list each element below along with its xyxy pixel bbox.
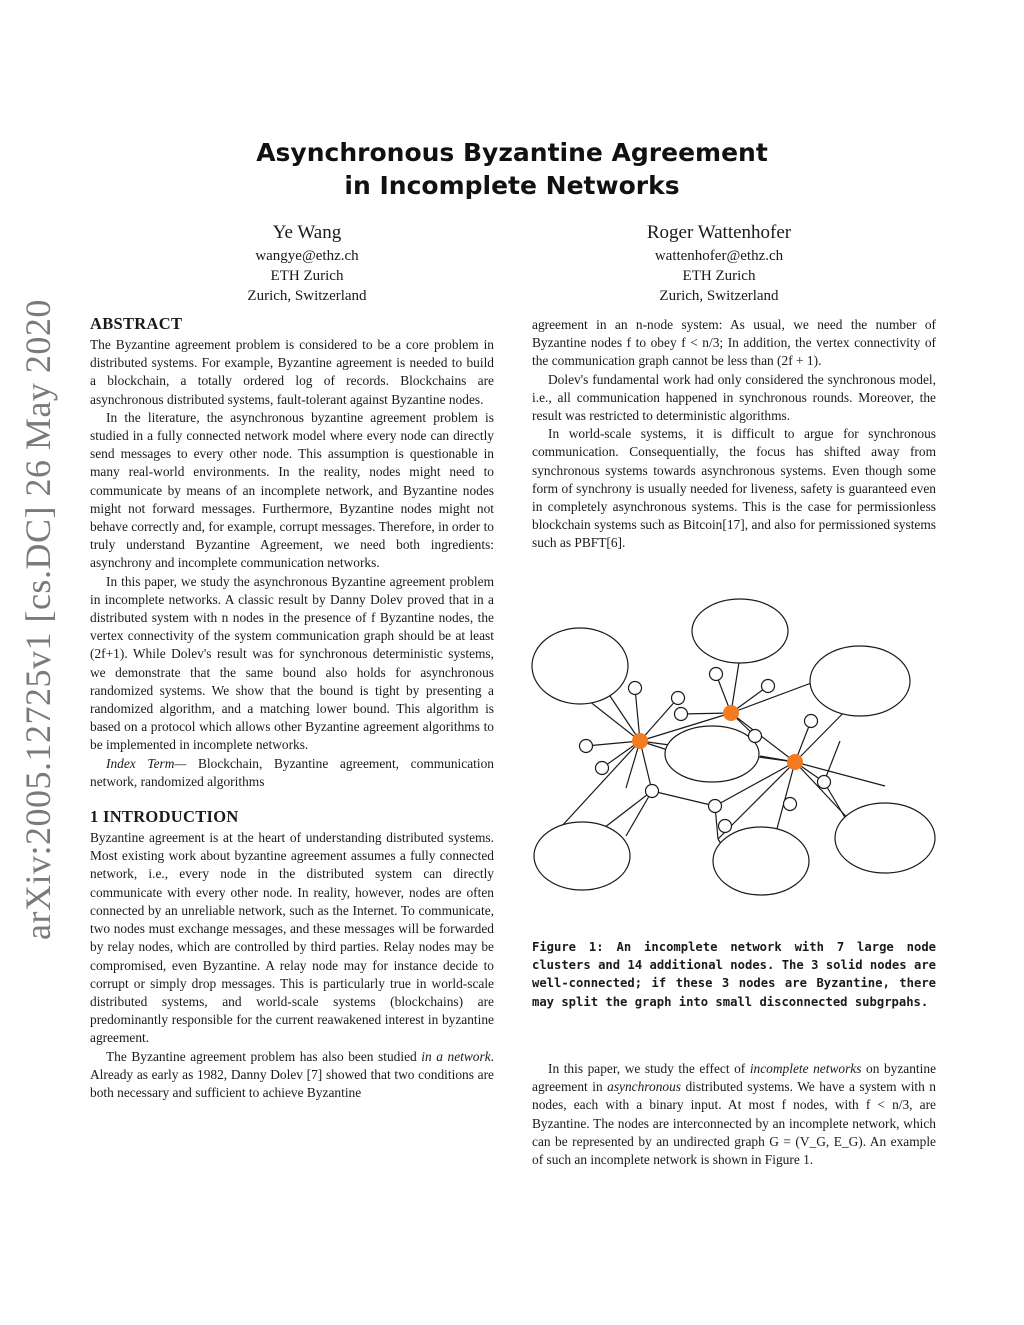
index-terms-text: Blockchain, Byzantine agreement, communication network, randomized algorithms: [90, 755, 494, 789]
index-terms: [90, 755, 494, 791]
edge: [610, 696, 640, 741]
additional-node: [710, 668, 723, 681]
additional-node: [749, 730, 762, 743]
p4-emphasis-1: incomplete networks: [749, 1061, 862, 1076]
edge: [795, 762, 885, 786]
abstract-paragraph-1: The Byzantine agreement problem is considered to be a core problem in distributed systems. For example, Byzantine agreement is needed to build a blockchain, a totally ordered log of records. Blockchains are asynchronous distributed systems, fault-tolerant against Byzantine nodes.: [90, 337, 494, 407]
left-column: [90, 312, 494, 1102]
edge: [586, 741, 640, 746]
cluster-node: [532, 628, 628, 704]
cluster-node: [810, 646, 910, 716]
cluster-node: [665, 726, 759, 782]
edge: [626, 791, 652, 836]
byzantine-node: [788, 755, 803, 770]
intro-paragraph-2: [90, 1048, 494, 1103]
author-email[interactable]: wangye@ethz.ch: [255, 248, 359, 264]
cluster-node: [835, 803, 935, 873]
author-location: Zurich, Switzerland: [247, 288, 367, 304]
additional-node: [672, 692, 685, 705]
cluster-node: [713, 827, 809, 895]
additional-node: [784, 798, 797, 811]
index-terms-label: Index Term—: [106, 755, 187, 771]
additional-node: [762, 680, 775, 693]
abstract-paragraph-2: In the literature, the asynchronous byzantine agreement problem is studied in a fully connected network model where every node can directly send messages to every other node. This assumption is questionable in many real-world environments. In the reality, nodes might need to communicate by means of an incomplete network, and Byzantine nodes might not forward messages. Furthermore, Byzantine nodes might not behave correctly and, for example, corrupt messages. Therefore, in order to truly understand Byzantine Agreement, we need both ingredients: asynchrony and incomplete communication networks.: [90, 409, 494, 571]
abstract-paragraph-3: In this paper, we study the asynchronous Byzantine agreement problem in incomplete networks. A classic result by Danny Dolev proved that in a distributed system with n nodes in the presence of f Byzantine nodes, the vertex connectivity of the system communication graph should be at least (2f+1). While Dolev's result was for synchronous deterministic systems, we demonstrate that the same bound also holds for asynchronous randomized systems. We show that the bound is tight by presenting a randomized algorithm, and a matching lower bound. This algorithm is based on a protocol which allows other Byzantine agreement algorithms to be implemented in incomplete networks.: [90, 573, 494, 753]
p4-emphasis-2: asynchronous: [607, 1079, 682, 1095]
intro-paragraph-1: Byzantine agreement is at the heart of understanding distributed systems. Most existing work about byzantine agreement assumes a fully connected network, i.e., every node in the distributed system can directly communicate with every other node. In reality, however, nodes are often connected by an unreliable network, such as the Internet. To communicate, two nodes must exchange messages, and these messages will be forwarded by relay nodes, which are controlled by third parties. Relay nodes may be compromised, even Byzantine. A relay node may for instance decide to corrupt or simply drop messages. This is particularly true in world-scale distributed systems, and world-scale systems (blockchains) are predominantly responsible for the current reawakened interest in byzantine agreement.: [90, 830, 494, 1046]
additional-node: [675, 708, 688, 721]
p4-text-3: distributed systems. We have a system with n nodes, each with a binary input. At most f nodes, with f < n/3, are Byzantine. The nodes are interconnected by an incomplete network, which can be represented by an undirected graph G = (V_G, E_G). An example of such an incomplete network is shown in Figure 1.: [532, 1079, 937, 1168]
edge: [731, 656, 740, 713]
edge: [652, 791, 715, 806]
arxiv-identifier: arXiv:2005.12725v1 [cs.DC] 26 May 2020: [18, 299, 58, 940]
p4-text-2: on byzantine agreement in: [532, 1061, 937, 1095]
right-column-top: [532, 316, 936, 553]
byzantine-node: [633, 734, 648, 749]
cluster-node: [692, 599, 788, 663]
right-column-bottom: [532, 1060, 936, 1169]
author-name: Roger Wattenhofer: [646, 222, 792, 243]
byzantine-node: [724, 706, 739, 721]
cluster-node: [534, 822, 630, 890]
right-paragraph-4: [532, 1060, 936, 1169]
right-paragraph-1: agreement in an n-node system: As usual, we need the number of Byzantine nodes f to obey f < n/3; In addition, the vertex connectivity of the communication graph cannot be less than (2f + 1).: [532, 317, 936, 369]
intro-p2-emphasis: in a network: [421, 1048, 491, 1064]
intro-p2-text-end: . Already as early as 1982, Danny Dolev [7] showed that two conditions are both necessary and sufficient to achieve Byzantine: [90, 1048, 494, 1100]
abstract-heading: ABSTRACT: [90, 314, 183, 333]
title-line-1: Asynchronous Byzantine Agreement: [256, 138, 768, 167]
right-paragraph-3: In world-scale systems, it is difficult to argue for synchronous communication. Consequentially, the focus has shifted away from synchronous systems towards asynchronous systems. Even though some form of synchrony is usually needed for liveness, safety is guaranteed even in completely asynchronous systems. This is the case for permissionless blockchain systems such as Bitcoin[17], and also for permissioned systems such as PBFT[6].: [532, 426, 936, 551]
p4-text: In this paper, we study the effect of: [548, 1061, 750, 1076]
author-block-2: [569, 220, 869, 306]
additional-node: [719, 820, 732, 833]
section-heading-introduction: 1 INTRODUCTION: [90, 807, 239, 827]
right-paragraph-2: Dolev's fundamental work had only considered the synchronous model, i.e., all communication happened in synchronous rounds. Moreover, the result was restricted to deterministic algorithms.: [532, 371, 936, 424]
author-location: Zurich, Switzerland: [659, 288, 779, 304]
edge: [560, 741, 640, 828]
edge: [600, 791, 652, 831]
figure-1-caption: Figure 1: An incomplete network with 7 large node clusters and 14 additional nodes. The 3 solid nodes are well-connected; if these 3 nodes are Byzantine, there may split the graph into small disconnected subgrpahs.: [532, 940, 936, 1009]
additional-node: [629, 682, 642, 695]
additional-node: [596, 762, 609, 775]
author-block-1: [157, 220, 457, 306]
figure-1-network-graph: [530, 596, 950, 916]
author-affiliation: ETH Zurich: [682, 268, 756, 284]
intro-p2-text: The Byzantine agreement problem has also been studied: [106, 1048, 422, 1064]
additional-node: [709, 800, 722, 813]
author-affiliation: ETH Zurich: [270, 268, 344, 284]
author-name: Ye Wang: [272, 222, 342, 243]
additional-node: [580, 740, 593, 753]
title-line-2: in Incomplete Networks: [344, 171, 680, 200]
paper-title: [150, 136, 874, 202]
additional-node: [818, 776, 831, 789]
author-email[interactable]: wattenhofer@ethz.ch: [654, 248, 784, 264]
additional-node: [805, 715, 818, 728]
additional-node: [646, 785, 659, 798]
